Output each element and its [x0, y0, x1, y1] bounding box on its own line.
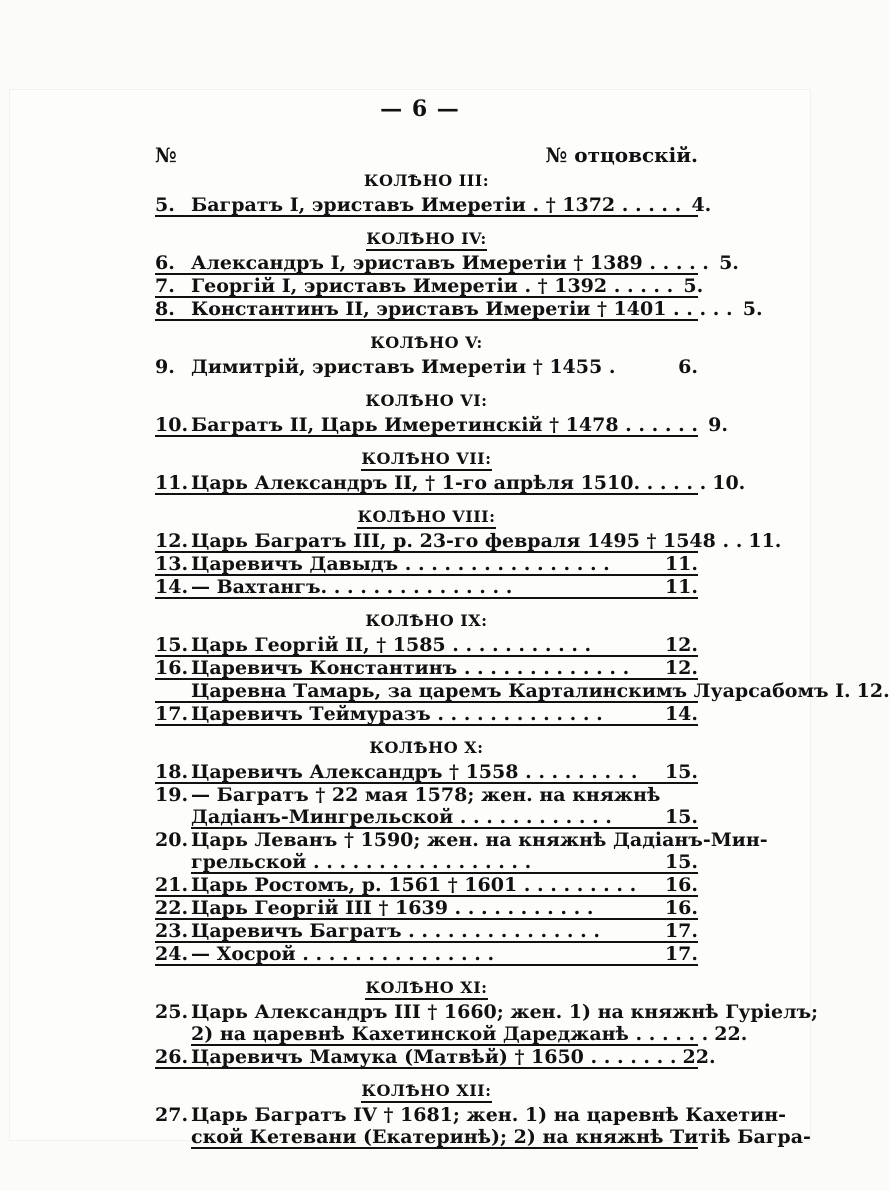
genealogy-entry — [155, 657, 698, 680]
father-number: 5. — [719, 252, 739, 274]
generation-section — [155, 608, 890, 726]
entry-text: Багратъ II, Царь Имеретинскій † 1478 . . . . . . — [191, 414, 698, 436]
entry-text: Дадіанъ-Мингрельской . . . . . . . . . . . . — [191, 806, 612, 828]
page-number: — 6 — — [380, 96, 460, 122]
entry-number: 19. — [155, 784, 189, 806]
genealogy-list — [155, 168, 890, 1149]
generation-section — [155, 388, 728, 437]
generation-section — [155, 330, 698, 379]
father-number: 22. — [714, 1023, 748, 1045]
genealogy-entry — [155, 1001, 819, 1046]
genealogy-entry — [155, 1046, 716, 1069]
entry-text: Царевичъ Давыдъ . . . . . . . . . . . . . . . . — [191, 553, 610, 575]
genealogy-entry — [155, 897, 698, 920]
genealogy-entry — [155, 356, 698, 379]
genealogy-entry — [155, 414, 728, 437]
genealogy-entry — [155, 472, 746, 495]
entry-number: 9. — [155, 356, 175, 378]
entry-number: 13. — [155, 553, 189, 575]
entry-text: Царь Александръ III † 1660; жен. 1) на княжнѣ Гуріелъ; — [191, 1001, 819, 1023]
entry-text: — Хосрой . . . . . . . . . . . . . . . — [191, 943, 495, 965]
entry-number: 20. — [155, 829, 189, 851]
generation-heading — [155, 388, 698, 414]
generation-heading-label: КОЛѢНО VIII: — [357, 507, 495, 529]
genealogy-entry — [155, 761, 698, 784]
entry-text: Царь Багратъ IV † 1681; жен. 1) на царевнѣ Кахетин- — [191, 1104, 787, 1126]
entry-line — [191, 1001, 819, 1024]
generation-heading — [155, 330, 698, 356]
entry-text: Александръ I, эриставъ Имеретіи † 1389 . . . . . — [191, 252, 709, 274]
genealogy-entry — [155, 920, 698, 943]
entry-text: Царь Георгій II, † 1585 . . . . . . . . . . . — [191, 634, 592, 656]
genealogy-entry — [155, 634, 698, 657]
entry-number: 14. — [155, 576, 189, 598]
generation-heading — [155, 226, 698, 252]
entry-text: ской Кетевани (Екатеринѣ); 2) на княжнѣ Титіѣ Багра- — [191, 1126, 811, 1148]
entry-text: — Багратъ † 22 мая 1578; жен. на княжнѣ — [191, 784, 661, 806]
entry-text: Димитрій, эриставъ Имеретіи † 1455 . — [191, 356, 616, 378]
entry-text: — Вахтангъ. . . . . . . . . . . . . . . — [191, 576, 513, 598]
generation-heading-label: КОЛѢНО X: — [369, 738, 484, 757]
entry-number: 15. — [155, 634, 189, 656]
entry-number: 6. — [155, 252, 175, 274]
genealogy-entry — [155, 298, 763, 321]
entry-text: Царевичъ Мамука (Матвѣй) † 1650 . . . . . . . — [191, 1046, 677, 1068]
genealogy-entry — [155, 576, 698, 599]
father-number: 11. — [664, 553, 698, 575]
generation-heading-label: КОЛѢНО XI: — [365, 978, 487, 1000]
genealogy-entry — [155, 874, 698, 897]
entry-number: 8. — [155, 298, 175, 320]
genealogy-entry — [155, 829, 768, 874]
generation-heading-label: КОЛѢНО IV: — [366, 229, 487, 251]
entry-number: 5. — [155, 194, 175, 216]
genealogy-entry — [155, 553, 698, 576]
entry-line — [191, 785, 698, 807]
entry-number: 27. — [155, 1104, 189, 1126]
generation-section — [155, 168, 712, 217]
entry-text: Царь Багратъ III, р. 23-го февраля 1495 † 1548 . . — [191, 530, 743, 552]
generation-heading-label: КОЛѢНО V: — [370, 333, 483, 352]
father-number: 4. — [691, 194, 712, 216]
entry-text: Царевичъ Багратъ . . . . . . . . . . . . . . . — [191, 920, 601, 942]
generation-section — [155, 504, 782, 599]
header-number-column: № — [155, 143, 177, 167]
generation-heading — [155, 975, 698, 1001]
entry-number: 11. — [155, 472, 189, 494]
genealogy-entry — [155, 530, 782, 553]
generation-heading-label: КОЛѢНО IX: — [365, 611, 488, 630]
entry-number: 17. — [155, 703, 189, 725]
entry-number: 18. — [155, 761, 189, 783]
father-number: 16. — [664, 897, 698, 919]
genealogy-entry — [155, 943, 698, 966]
entry-number: 10. — [155, 414, 189, 436]
generation-heading-label: КОЛѢНО VII: — [361, 449, 491, 471]
generation-heading-label: КОЛѢНО III: — [363, 171, 490, 190]
genealogy-entry — [155, 275, 704, 298]
generation-heading-label: КОЛѢНО XII: — [361, 1081, 491, 1103]
entry-number: 22. — [155, 897, 189, 919]
father-number: 17. — [664, 943, 698, 965]
father-number: 12. — [856, 680, 890, 702]
entry-line — [191, 829, 768, 852]
entry-text: Константинъ II, эриставъ Имеретіи † 1401 . . . . . — [191, 298, 733, 320]
generation-heading — [155, 168, 698, 194]
entry-text: Царь Леванъ † 1590; жен. на княжнѣ Дадіанъ-Мин- — [191, 829, 768, 851]
entry-number: 24. — [155, 943, 189, 965]
entry-text: Царевичъ Константинъ . . . . . . . . . . . . . — [191, 657, 630, 679]
entry-text: Царь Георгій III † 1639 . . . . . . . . . . . — [191, 897, 594, 919]
entry-number: 25. — [155, 1001, 189, 1023]
entry-line — [191, 1104, 787, 1127]
entry-number: 23. — [155, 920, 189, 942]
entry-text: Царевна Тамарь, за царемъ Карталинскимъ Луарсабомъ I. — [191, 680, 851, 702]
father-number: 11. — [748, 530, 782, 552]
entry-line — [191, 1023, 748, 1046]
entry-text: Царь Александръ II, † 1-го апрѣля 1510. . . . . . — [191, 472, 707, 494]
generation-heading — [155, 1078, 698, 1104]
entry-text: Царевичъ Теймуразъ . . . . . . . . . . . . . — [191, 703, 603, 725]
genealogy-entry — [155, 680, 890, 703]
entry-number: 16. — [155, 657, 189, 679]
father-number: 17. — [664, 920, 698, 942]
father-number: 12. — [664, 657, 698, 679]
entry-text: Георгій I, эриставъ Имеретіи . † 1392 . . . . . — [191, 275, 674, 297]
father-number: 10. — [712, 472, 746, 494]
generation-section — [155, 446, 746, 495]
entry-text: Багратъ I, эриставъ Имеретіи . † 1372 . . . . . — [191, 194, 682, 216]
father-number: 15. — [664, 761, 698, 783]
entry-line — [191, 807, 698, 829]
entry-text: 2) на царевнѣ Кахетинской Дареджанѣ . . . . . . — [191, 1023, 709, 1045]
generation-heading — [155, 735, 698, 761]
father-number: 9. — [708, 414, 728, 436]
genealogy-entry — [155, 252, 739, 275]
father-number: 11. — [664, 576, 698, 598]
genealogy-entry — [155, 1104, 811, 1149]
entry-number: 21. — [155, 874, 189, 896]
entry-text: грельской . . . . . . . . . . . . . . . . . — [191, 851, 532, 873]
generation-heading — [155, 608, 698, 634]
generation-heading — [155, 504, 698, 530]
father-number: 6. — [678, 356, 698, 378]
father-number: 16. — [664, 874, 698, 896]
genealogy-entry — [155, 194, 712, 217]
generation-heading — [155, 446, 698, 472]
entry-text: Царь Ростомъ, р. 1561 † 1601 . . . . . . . . . — [191, 874, 637, 896]
father-number: 15. — [664, 806, 698, 828]
entry-number: 26. — [155, 1046, 189, 1068]
generation-section — [155, 975, 819, 1069]
generation-section — [155, 1078, 811, 1149]
entry-number: 12. — [155, 530, 189, 552]
genealogy-entry — [155, 784, 698, 829]
generation-section — [155, 735, 768, 966]
father-number: 5. — [683, 275, 704, 297]
generation-section — [155, 226, 763, 321]
entry-line — [191, 1126, 811, 1149]
father-number: 5. — [742, 298, 763, 320]
header-father-number-column: № отцовскій. — [545, 143, 698, 167]
father-number: 22. — [682, 1046, 716, 1068]
father-number: 14. — [664, 703, 698, 725]
father-number: 12. — [664, 634, 698, 656]
genealogy-entry — [155, 703, 698, 726]
entry-text: Царевичъ Александръ † 1558 . . . . . . . . . — [191, 761, 638, 783]
entry-line — [191, 852, 698, 874]
generation-heading-label: КОЛѢНО VI: — [365, 391, 488, 410]
father-number: 15. — [664, 851, 698, 873]
entry-number: 7. — [155, 275, 175, 297]
